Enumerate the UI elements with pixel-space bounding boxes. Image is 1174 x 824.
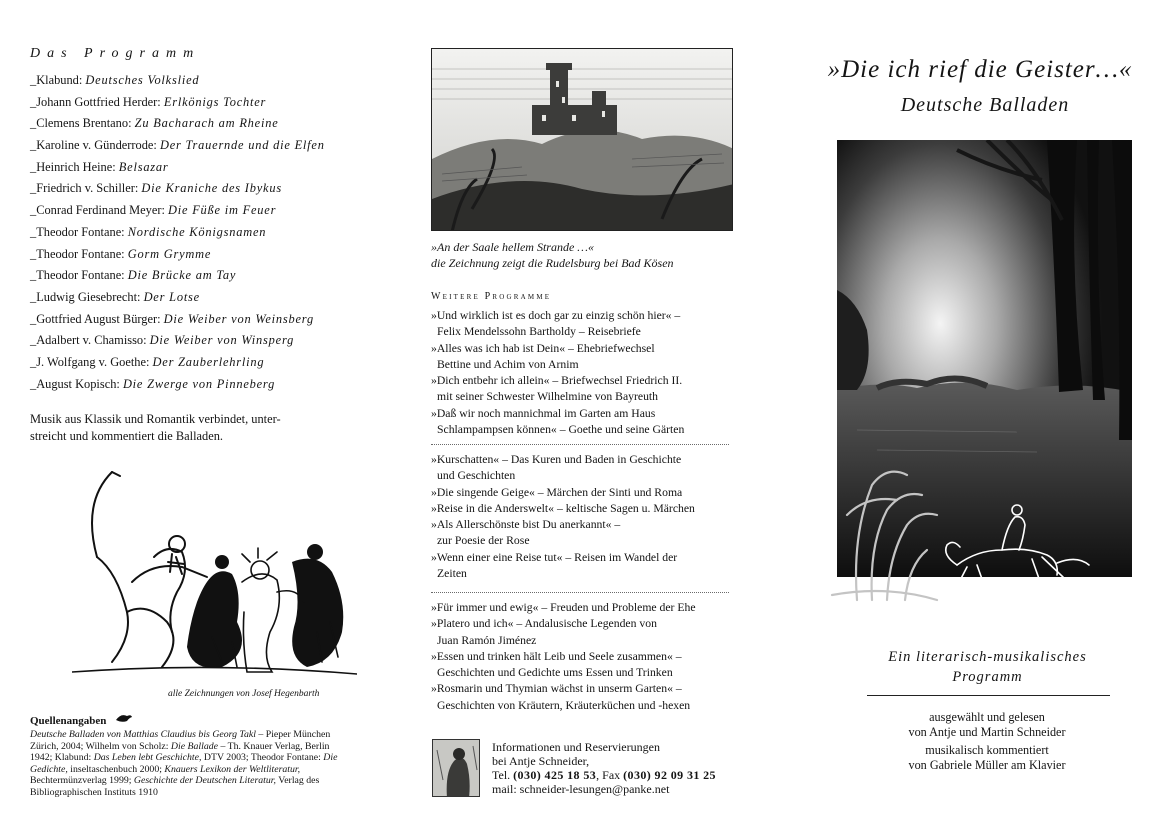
source-fragment: – Pieper München Zürich, 2004; Wilhelm von Scholz: [30, 729, 331, 752]
ballad-item [30, 309, 325, 331]
program-entry [431, 485, 731, 501]
source-fragment: Verlag des Bibliographischen Instituts 1910 [30, 775, 320, 798]
ballad-author: _Theodor Fontane: [30, 268, 128, 283]
contact-info [492, 740, 716, 796]
drawings-credit: alle Zeichnungen von Josef Hegenbarth [168, 689, 320, 699]
contact-line-2: bei Antje Schneider, [492, 754, 590, 768]
sources-text [30, 729, 352, 798]
ballad-title: Belsazar [118, 159, 169, 174]
dance-of-death-drawing [72, 462, 357, 682]
ballad-title: Die Brücke am Tay [127, 268, 237, 283]
ballad-item [30, 222, 325, 244]
email-link[interactable]: mail: schneider-lesungen@panke.net [492, 782, 670, 796]
program-entry [431, 517, 731, 550]
castle-caption-line-1: »An der Saale hellem Strande …« [431, 240, 594, 254]
program-entry-line-2: Zeiten [437, 567, 467, 581]
source-fragment: Die Gedichte, [30, 752, 338, 775]
ballad-title: Nordische Königsnamen [127, 224, 267, 239]
ballad-item [30, 330, 325, 352]
source-fragment: Bechtermünzverlag 1999; [30, 775, 134, 786]
ballad-title: Der Trauernde und die Elfen [159, 138, 325, 153]
program-entry [431, 649, 731, 682]
ballad-item [30, 135, 325, 157]
program-entry [431, 600, 731, 616]
credit-line-3: musikalisch kommentiert [925, 743, 1049, 757]
ballad-author: _Klabund: [30, 73, 86, 87]
source-fragment: Deutsche Balladen von Matthias Claudius bis Georg Takl [30, 729, 256, 740]
divider [867, 695, 1110, 696]
ballad-list [30, 70, 325, 395]
program-entry-line-1: »Als Allerschönste bist Du anerkannt« – [431, 518, 621, 532]
ballad-item [30, 287, 325, 309]
ballad-item [30, 374, 325, 396]
program-entry [431, 373, 731, 406]
program-entry-line-2: Bettine und Achim von Arnim [437, 357, 579, 371]
program-entry [431, 616, 731, 649]
ballad-title: Die Füße im Feuer [168, 203, 277, 218]
program-entry-line-1: »Essen und trinken hält Leib und Seele zusammen« – [431, 649, 682, 663]
ballad-item [30, 92, 325, 114]
program-entry-line-1: »Platero und ich« – Andalusische Legenden von [431, 617, 657, 631]
contact-line-1: Informationen und Reservierungen [492, 740, 660, 754]
ballad-item [30, 157, 325, 179]
credit-line-2: von Antje und Martin Schneider [908, 724, 1066, 739]
cover-subtitle: Deutsche Balladen [900, 94, 1070, 116]
dotted-separator [431, 444, 729, 445]
credit-line-4: von Gabriele Müller am Klavier [908, 757, 1066, 772]
program-entry-line-1: »Die singende Geige« – Märchen der Sinti und Roma [431, 485, 683, 499]
ballad-title: Gorm Grymme [127, 246, 212, 261]
source-fragment: Das Leben lebt Geschichte, [93, 752, 202, 763]
ballad-title: Der Lotse [143, 289, 200, 304]
program-group [431, 308, 731, 438]
program-entry-line-2: Geschichten von Kräutern, Kräuterküchen und -hexen [437, 698, 691, 712]
phone-number[interactable]: (030) 425 18 53 [513, 768, 597, 782]
cover-column [765, 0, 1174, 824]
music-note-line-2: streicht und kommentiert die Balladen. [30, 429, 224, 443]
ballad-author: _Clemens Brentano: [30, 116, 135, 131]
ballad-author: _Heinrich Heine: [30, 159, 119, 174]
ballad-item [30, 200, 325, 222]
ballad-title: Zu Bacharach am Rheine [134, 116, 279, 131]
reader-portrait-drawing [432, 739, 480, 797]
ballad-author: _Adalbert v. Chamisso: [30, 333, 150, 348]
program-entry-line-1: »Und wirklich ist es doch gar zu einzig schön hier« – [431, 309, 681, 322]
ballad-item [30, 265, 325, 287]
ballad-title: Deutsches Volkslied [85, 73, 200, 87]
program-entry-line-1: »Rosmarin und Thymian wächst in unserm Garten« – [431, 682, 682, 696]
ballad-item [30, 70, 325, 92]
ballad-author: _Karoline v. Günderrode: [30, 138, 160, 153]
program-entry-line-1: »Für immer und ewig« – Freuden und Probleme der Ehe [431, 601, 696, 614]
ballad-title: Die Zwerge von Pinneberg [122, 376, 276, 391]
sources-title: Quellenangaben [30, 715, 107, 727]
ballad-item [30, 244, 325, 266]
ballad-title: Die Weiber von Winsperg [149, 333, 295, 348]
ballad-author: _J. Wolfgang v. Goethe: [30, 354, 153, 369]
genre-line-1: Ein literarisch-musikalisches [888, 649, 1087, 665]
program-entry-line-2: Schlampampsen können« – Goethe und seine Gärten [437, 423, 685, 437]
ballad-author: _Ludwig Giesebrecht: [30, 289, 144, 304]
genre-line [850, 647, 1125, 687]
ballad-author: _Gottfried August Bürger: [30, 311, 164, 326]
credit-line-1: ausgewählt und gelesen [929, 710, 1045, 724]
program-entry-line-2: Juan Ramón Jiménez [437, 633, 537, 647]
program-entry [431, 681, 731, 714]
program-entry-line-1: »Kurschatten« – Das Kuren und Baden in Geschichte [431, 453, 682, 466]
program-entry [431, 501, 731, 517]
castle-engraving [431, 48, 733, 231]
program-group [431, 452, 731, 582]
ballad-author: _Friedrich v. Schiller: [30, 181, 142, 196]
program-entry-line-1: »Dich entbehr ich allein« – Briefwechsel Friedrich II. [431, 374, 683, 388]
ballad-title: Erlkönigs Tochter [163, 94, 267, 109]
ballad-title: Der Zauberlehrling [152, 354, 265, 369]
more-programs-heading: Weitere Programme [431, 291, 552, 302]
program-entry-line-2: mit seiner Schwester Wilhelmine von Bayreuth [437, 390, 659, 404]
program-entry-line-1: »Alles was ich hab ist Dein« – Ehebriefwechsel [431, 341, 655, 355]
program-entry-line-1: »Reise in die Anderswelt« – keltische Sagen u. Märchen [431, 501, 695, 515]
program-entry-line-2: Geschichten und Gedichte ums Essen und Trinken [437, 666, 673, 680]
source-fragment: inseltaschenbuch 2000; [67, 763, 165, 775]
genre-line-2: Programm [952, 669, 1023, 685]
program-entry [431, 452, 731, 485]
program-entry-line-1: »Wenn einer eine Reise tut« – Reisen im Wandel der [431, 550, 678, 564]
erlking-rider-drawing [827, 455, 1092, 605]
program-group [431, 600, 731, 714]
castle-caption-line-2: die Zeichnung zeigt die Rudelsburg bei Bad Kösen [431, 256, 674, 270]
performer-credits [857, 710, 1117, 772]
cover-title: »Die ich rief die Geister…« [827, 56, 1133, 83]
program-entry [431, 308, 731, 341]
source-fragment: Die Ballade [170, 740, 218, 752]
ballad-title: Die Weiber von Weinsberg [163, 311, 314, 326]
program-column [0, 0, 395, 824]
program-entry [431, 406, 731, 439]
source-fragment: Knauers Lexikon der Weltliteratur, [164, 763, 301, 775]
source-fragment: – Th. Knauer Verlag, Berlin 1942; Klabund: [30, 740, 330, 763]
music-note-line-1: Musik aus Klassik und Romantik verbindet, unter- [30, 412, 281, 426]
source-fragment: DTV 2003; Theodor Fontane: [201, 752, 324, 763]
source-fragment: Geschichte der Deutschen Literatur, [133, 775, 276, 786]
program-entry-line-1: »Daß wir noch mannichmal im Garten am Haus [431, 406, 656, 420]
program-entry-line-2: Felix Mendelssohn Bartholdy – Reisebriefe [437, 325, 641, 339]
ballad-author: _Theodor Fontane: [30, 224, 128, 239]
bird-icon [115, 712, 133, 724]
ballad-author: _Johann Gottfried Herder: [30, 94, 164, 109]
program-entry [431, 341, 731, 374]
music-note [30, 411, 330, 445]
castle-caption [431, 239, 674, 271]
program-entry [431, 550, 731, 583]
program-entry-line-2: zur Poesie der Rose [437, 534, 530, 548]
ballad-author: _Theodor Fontane: [30, 246, 128, 261]
ballad-item [30, 178, 325, 200]
dotted-separator [431, 592, 729, 593]
program-entry-line-2: und Geschichten [437, 469, 516, 483]
middle-column [395, 0, 765, 824]
fax-number: (030) 92 09 31 25 [623, 768, 716, 782]
ballad-item [30, 113, 325, 135]
program-heading: Das Programm [30, 46, 201, 61]
fax-label: , Fax [596, 768, 624, 782]
ballad-item [30, 352, 325, 374]
ballad-author: _August Kopisch: [30, 376, 123, 391]
ballad-title: Die Kraniche des Ibykus [141, 181, 282, 196]
ballad-author: _Conrad Ferdinand Meyer: [30, 203, 168, 218]
tel-label: Tel. [492, 768, 514, 782]
